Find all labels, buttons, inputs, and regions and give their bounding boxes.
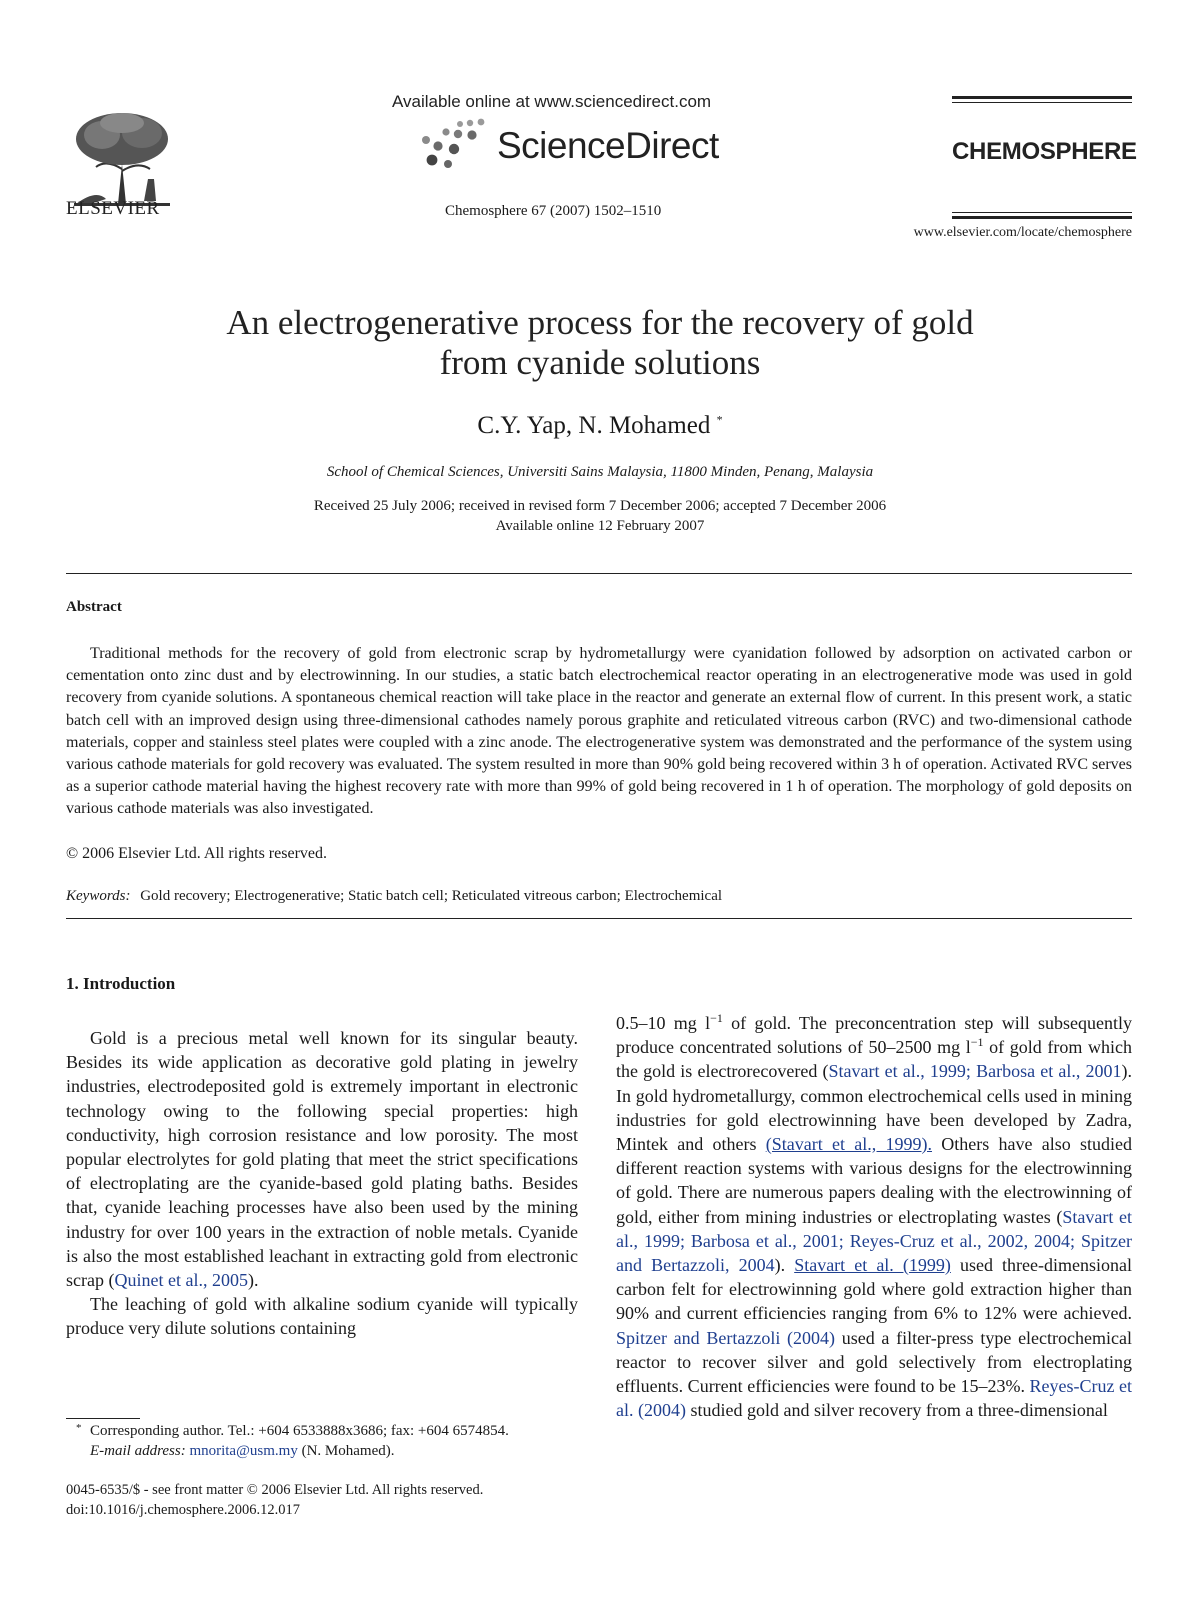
keywords-label: Keywords: [66, 888, 131, 904]
front-matter [66, 1480, 483, 1520]
header-rule [952, 212, 1132, 213]
email-link[interactable]: mnorita@usm.my [189, 1443, 298, 1459]
journal-name: CHEMOSPHERE [952, 138, 1137, 165]
paragraph-text: 0.5–10 mg l [616, 1013, 711, 1033]
citation-link[interactable]: Reyes-Cruz et al. (2004) [616, 1376, 1132, 1421]
left-column [66, 1026, 578, 1341]
header-rule [952, 102, 1132, 103]
footnote [66, 1421, 606, 1461]
affiliation: School of Chemical Sciences, Universiti Sains Malaysia, 11800 Minden, Penang, Malaysia [326, 464, 874, 480]
citation-link[interactable]: (Stavart et al., 1999). [765, 1134, 932, 1155]
doi-line[interactable]: doi:10.1016/j.chemosphere.2006.12.017 [66, 1502, 300, 1518]
header-rule [952, 96, 1132, 99]
paragraph-text: used three-dimensional carbon felt for electrowinning gold where gold extraction higher than 90% and current efficiencies ranging from 6% to 12% were achieved. [616, 1255, 1132, 1324]
paragraph-text: ). [774, 1255, 795, 1276]
email-suffix: (N. Mohamed). [297, 1443, 395, 1459]
footnote-email [66, 1441, 606, 1461]
paragraph [616, 1011, 1132, 1422]
keywords-list: Gold recovery; Electrogenerative; Static batch cell; Reticulated vitreous carbon; Electrochemical [140, 888, 723, 904]
article-history [100, 496, 1100, 536]
paragraph-text: ). In gold hydrometallurgy, common electrochemical cells used in mining industries for gold electrowinning have been developed by Zadra, Mintek and others [616, 1061, 1133, 1155]
title-line: An electrogenerative process for the recovery of gold [226, 303, 974, 342]
section-heading: 1. Introduction [66, 974, 176, 993]
paragraph-text: Gold is a precious metal well known for its singular beauty. Besides its wide application as decorative gold plating in jewelry industries, electrodeposited gold is extremely important in electronic technology owing to the following special properties: high conductivity, high corrosion resistance and low porosity. The most popular electrolytes for gold plating that meet the strict specifications of electroplating are the cyanide-based gold plating baths. Besides that, cyanide leaching processes have also been used by the mining industry for over 100 years in the extraction of noble metals. Cyanide is also the most established leachant in extracting gold from electronic scrap ( [66, 1028, 578, 1291]
authors [100, 412, 1100, 440]
paragraph-text: Others have also studied different reaction systems with various designs for the electrowinning of gold. There are numerous papers dealing with the electrowinning of gold, either from mining industries or electroplating wastes ( [616, 1134, 1132, 1227]
article-title [100, 303, 1100, 383]
divider [66, 573, 1132, 574]
paragraph-text: ). [247, 1270, 259, 1291]
available-date: Available online 12 February 2007 [495, 518, 705, 534]
corresponding-author-mark[interactable]: * [716, 412, 723, 427]
paragraph-text: used a filter-press type electrochemical reactor to recover silver and gold selectively from electroplating effluents. Current efficiencies were found to be 15–23%. [616, 1327, 1132, 1397]
abstract-copyright: © 2006 Elsevier Ltd. All rights reserved. [66, 845, 327, 862]
superscript: −1 [710, 1011, 723, 1025]
divider [66, 918, 1132, 919]
paragraph: The leaching of gold with alkaline sodium cyanide will typically produce very dilute solutions containing [66, 1294, 578, 1339]
author-names: C.Y. Yap, N. Mohamed [477, 412, 711, 439]
publisher-name: ELSEVIER [66, 198, 160, 219]
abstract-heading: Abstract [66, 599, 122, 615]
footnote-mark: * [76, 1422, 82, 1434]
paragraph-text: of gold from which the gold is electrorecovered ( [616, 1037, 1132, 1082]
email-label: E-mail address: [90, 1443, 186, 1459]
received-dates: Received 25 July 2006; received in revised form 7 December 2006; accepted 7 December 2006 [313, 498, 887, 514]
citation-link[interactable]: Stavart et al., 1999; Barbosa et al., 2001 [828, 1061, 1122, 1082]
citation-link[interactable]: Quinet et al., 2005 [114, 1270, 248, 1291]
sciencedirect-dots-icon [416, 118, 492, 170]
right-column [616, 1011, 1132, 1422]
paragraph-text: studied gold and silver recovery from a three-dimensional [685, 1400, 1108, 1421]
issn-line: 0045-6535/$ - see front matter © 2006 Elsevier Ltd. All rights reserved. [66, 1482, 484, 1498]
paragraph [66, 1026, 578, 1292]
header-rule [952, 216, 1132, 219]
title-line: from cyanide solutions [439, 343, 761, 382]
citation-link[interactable]: Spitzer and Bertazzoli (2004) [616, 1327, 836, 1348]
available-online-text[interactable]: Available online at www.sciencedirect.com [392, 92, 712, 111]
abstract-text: Traditional methods for the recovery of gold from electronic scrap by hydrometallurgy were cyanidation followed by adsorption on activated carbon or cementation onto zinc dust and by electrowinning. In our studies, a static batch electrochemical reactor operating in an electrogenerative mode was used in gold recovery from cyanide solutions. A spontaneous chemical reaction will take place in the reactor and generate an external flow of current. In this present work, a static batch cell with an improved design using three-dimensional cathodes namely porous graphite and reticulated vitreous carbon (RVC) and two-dimensional cathode materials, copper and stainless steel plates were coupled with a zinc anode. The electrogenerative system was demonstrated and the performance of the system using various cathode materials for gold recovery was evaluated. The system resulted in more than 90% gold being recovered within 3 h of operation. Activated RVC serves as a superior cathode material having the highest recovery rate with more than 99% of gold being recovered in 1 h of operation. The morphology of gold deposits on various cathode materials was also investigated. [66, 645, 1132, 818]
citation-link[interactable]: Stavart et al. (1999) [794, 1255, 951, 1276]
sciencedirect-wordmark: ScienceDirect [497, 125, 719, 166]
journal-citation: Chemosphere 67 (2007) 1502–1510 [445, 203, 662, 219]
superscript: −1 [970, 1035, 984, 1050]
journal-url-link[interactable]: www.elsevier.com/locate/chemosphere [913, 225, 1132, 240]
paragraph-text: of gold. The preconcentration step will subsequently produce concentrated solutions of 50–2500 mg l [616, 1013, 1132, 1058]
keywords [66, 888, 1132, 905]
citation-link[interactable]: Stavart et al., 1999; Barbosa et al., 2001; Reyes-Cruz et al., 2002, 2004; Spitzer and Bertazzoli, 2004 [616, 1206, 1132, 1276]
footnote-line: Corresponding author. Tel.: +604 6533888x3686; fax: +604 6574854. [90, 1423, 509, 1439]
